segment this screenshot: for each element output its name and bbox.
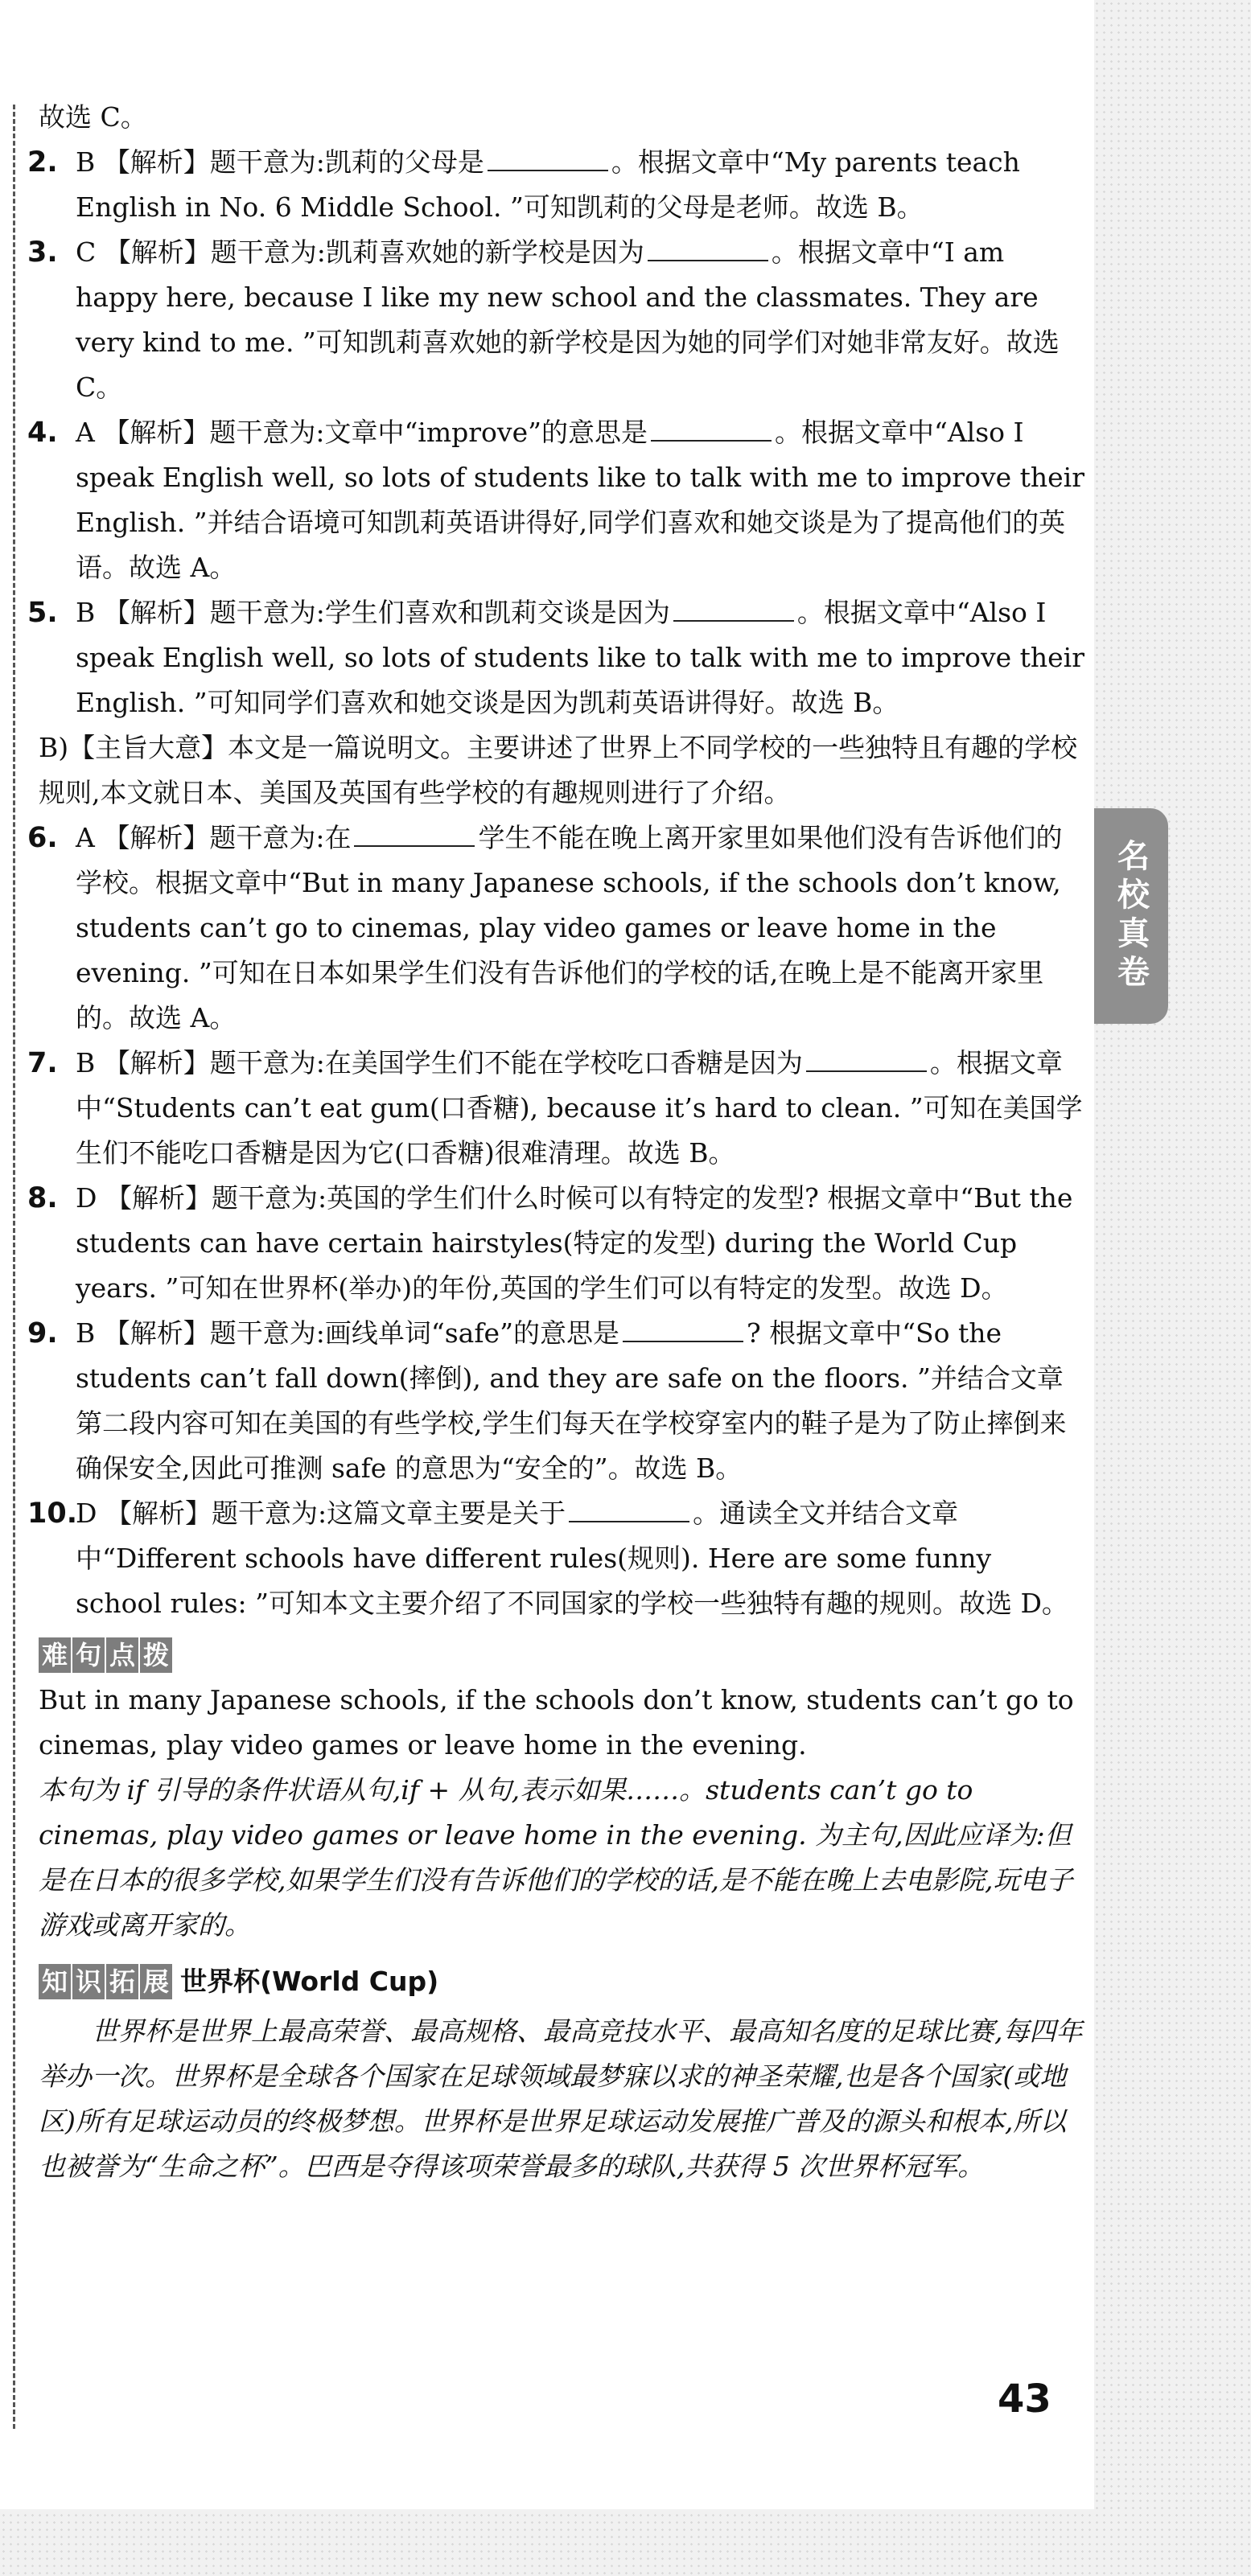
answer-text-start: B 【解析】题干意为:凯莉的父母是 [76, 146, 484, 178]
answer-item [27, 1041, 1084, 1176]
answer-text-end: 。根据文章中“I am happy here, because I like my new school and the classmates. They are very kind to me. ”可知凯莉喜欢她的新学校是因为她的同学们对她非常友好。故选 C。 [76, 236, 1060, 403]
answer-text-end: 。根据文章中“Students can’t eat gum(口香糖), because it’s hard to clean. ”可知在美国学生们不能吃口香糖是因为它(口香糖)很难清理。故选 B。 [76, 1047, 1083, 1169]
ext-tag-2: 识 [72, 1964, 105, 1999]
tip-explanation: 本句为 if 引导的条件状语从句,if + 从句,表示如果……。students can’t go to cinemas, play video games or leave home in the evening. 为主句,因此应译为:但是在日本的很多学校,如果学生们没有告诉他们的学校的话,是不能在晚上去电影院,玩电子游戏或离开家的。 [39, 1774, 1073, 1941]
ext-tag-3: 拓 [106, 1964, 138, 1999]
answer-text-start: D 【解析】题干意为:这篇文章主要是关于 [76, 1498, 566, 1529]
answer-number: 9. [27, 1317, 58, 1350]
answer-text-start: C 【解析】题干意为:凯莉喜欢她的新学校是因为 [76, 236, 644, 268]
tip-tag-3: 点 [106, 1637, 138, 1673]
answer-item [27, 1311, 1084, 1491]
side-tab-label: 名校真卷 [1094, 808, 1168, 1024]
ext-tag-1: 知 [39, 1964, 71, 1999]
answer-content [27, 95, 1084, 2189]
tip-tag-2: 句 [72, 1637, 105, 1673]
tip-header [39, 1637, 1084, 1673]
blank-line [623, 1340, 743, 1342]
blank-line [806, 1070, 927, 1072]
answer-text-end: ? 根据文章中“So the students can’t fall down(摔倒), and they are safe on the floors. ”并结合文章第二段内容可知在美国的有些学校,学生们每天在学校穿室内的鞋子是为了防止摔倒来确保安全,因此可推测 safe 的意思为“安全的”。故选 B。 [76, 1317, 1067, 1484]
answers-part-b [27, 816, 1084, 1626]
cut-line [13, 105, 15, 2429]
answer-number: 7. [27, 1047, 58, 1079]
answer-text-start: B 【解析】题干意为:学生们喜欢和凯莉交谈是因为 [76, 597, 670, 628]
answer-text-end: 。通读全文并结合文章中“Different schools have different rules(规则). Here are some funny school rules: ”可知本文主要介绍了不同国家的学校一些独特有趣的规则。故选 D。 [76, 1498, 1068, 1619]
answer-item [27, 410, 1084, 590]
answer-text-start: B 【解析】题干意为:画线单词“safe”的意思是 [76, 1317, 619, 1349]
answer-text-end: 。根据文章中“My parents teach English in No. 6 Middle School. ”可知凯莉的父母是老师。故选 B。 [76, 146, 1020, 223]
answers-part-a [27, 140, 1084, 725]
answer-text-end: 。根据文章中“Also I speak English well, so lots of students like to talk with me to improve their English. ”可知同学们喜欢和她交谈是因为凯莉英语讲得好。故选 B。 [76, 597, 1084, 718]
answer-text-start: A 【解析】题干意为:文章中“improve”的意思是 [76, 417, 648, 448]
extension-body: 世界杯是世界上最高荣誉、最高规格、最高竞技水平、最高知名度的足球比赛,每四年举办一次。世界杯是全球各个国家在足球领域最梦寐以求的神圣荣耀,也是各个国家(或地区)所有足球运动员的终极梦想。世界杯是世界足球运动发展推广普及的源头和根本,所以也被誉为“生命之杯”。巴西是夺得该项荣誉最多的球队,共获得 5 次世界杯冠军。 [39, 2015, 1083, 2182]
answer-number: 4. [27, 417, 58, 449]
answer-text-start: B 【解析】题干意为:在美国学生们不能在学校吃口香糖是因为 [76, 1047, 803, 1078]
blank-line [354, 844, 475, 847]
tip-tag-4: 拨 [140, 1637, 172, 1673]
answer-text-start: A 【解析】题干意为:在 [76, 822, 352, 853]
answer-item [27, 590, 1084, 725]
blank-line [651, 439, 772, 442]
section-b-summary: B)【主旨大意】本文是一篇说明文。主要讲述了世界上不同学校的一些独特且有趣的学校规则,本文就日本、美国及英国有些学校的有趣规则进行了介绍。 [39, 732, 1078, 808]
answer-item [27, 816, 1084, 1041]
answer-text-end: 学生不能在晚上离开家里如果他们没有告诉他们的学校。根据文章中“But in many Japanese schools, if the schools don’t know, students can’t go to cinemas, play video games or leave home in the evening. ”可知在日本如果学生们没有告诉他们的学校的话,在晚上是不能离开家里的。故选 A。 [76, 822, 1063, 1033]
answer-item [27, 230, 1084, 410]
answer-number: 6. [27, 822, 58, 854]
lead-text: 故选 C。 [39, 101, 147, 133]
blank-line [488, 169, 608, 171]
blank-line [648, 259, 768, 261]
answer-number: 8. [27, 1182, 58, 1214]
answer-text-start: D 【解析】题干意为:英国的学生们什么时候可以有特定的发型? 根据文章中“But the students can have certain hairstyles(特定的发型) during the World Cup years. ”可知在世界杯(举办)的年份,英国的学生们可以有特定的发型。故选 D。 [76, 1182, 1073, 1304]
tip-tag-1: 难 [39, 1637, 71, 1673]
answer-number: 2. [27, 146, 58, 179]
answer-number: 5. [27, 597, 58, 629]
answer-text-end: 。根据文章中“Also I speak English well, so lots of students like to talk with me to improve their English. ”并结合语境可知凯莉英语讲得好,同学们喜欢和她交谈是为了提高他们的英语。故选 A。 [76, 417, 1084, 583]
extension-header [39, 1959, 1084, 2004]
answer-item [27, 1491, 1084, 1626]
extension-title: 世界杯(World Cup) [180, 1966, 439, 1997]
page-number: 43 [998, 2377, 1051, 2422]
tip-english: But in many Japanese schools, if the schools don’t know, students can’t go to cinemas, play video games or leave home in the evening. [39, 1684, 1074, 1760]
ext-tag-4: 展 [140, 1964, 172, 1999]
answer-item [27, 140, 1084, 230]
answer-number: 3. [27, 236, 58, 269]
answer-item [27, 1176, 1084, 1311]
blank-line [673, 619, 794, 622]
answer-number: 10. [27, 1498, 78, 1530]
blank-line [569, 1520, 689, 1522]
